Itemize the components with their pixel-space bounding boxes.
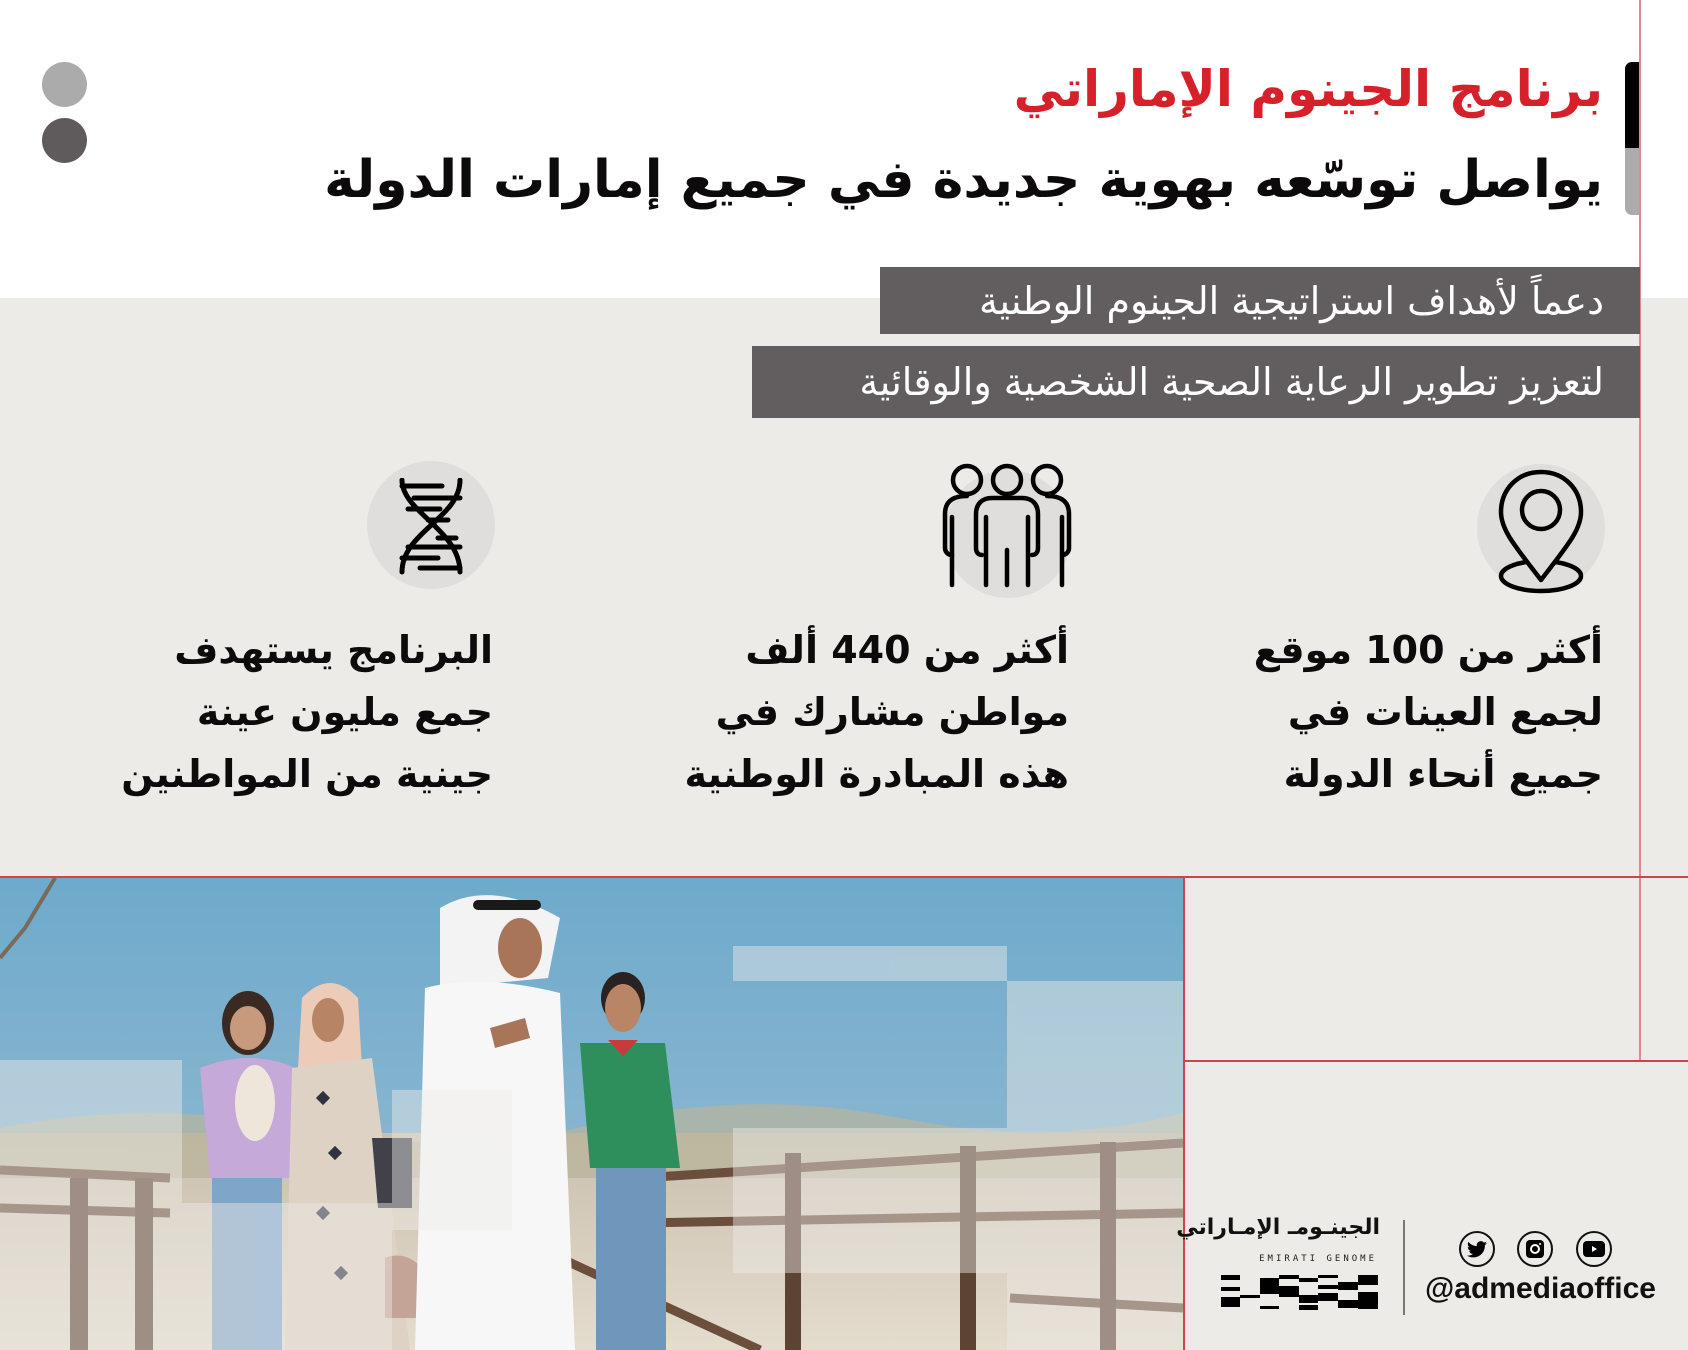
red-guide-line-top (0, 876, 1688, 878)
emirati-genome-logo-arabic: الجينـومـ الإمـاراتي (1176, 1215, 1380, 1240)
stat-participants-line1: أكثر من 440 ألف (745, 628, 1069, 672)
location-pin-icon (1493, 468, 1589, 596)
stat-sites-line1: أكثر من 100 موقع (1253, 628, 1603, 672)
stat-participants-line2: مواطن مشارك في (715, 690, 1069, 734)
accent-bar-gray (1625, 148, 1639, 215)
stat-participants (684, 619, 1069, 805)
page-subtitle: يواصل توسّعه بهوية جديدة في جميع إمارات الدولة (324, 150, 1603, 210)
red-guide-line-vertical (1639, 0, 1641, 1062)
decorative-dot-light (42, 62, 87, 107)
stat-sites (1254, 619, 1603, 805)
stat-target-line3: جينية من المواطنين (121, 752, 493, 796)
accent-bar-black (1625, 62, 1639, 149)
dna-icon (398, 478, 468, 576)
instagram-link[interactable] (1517, 1231, 1553, 1267)
twitter-link[interactable] (1459, 1231, 1495, 1267)
twitter-icon (1467, 1241, 1487, 1258)
family-photo (0, 878, 1185, 1350)
stat-sites-line3: جميع أنحاء الدولة (1283, 752, 1603, 796)
youtube-icon (1583, 1241, 1605, 1257)
page-title: برنامج الجينوم الإماراتي (1013, 60, 1603, 118)
footer-divider (1403, 1220, 1405, 1315)
social-handle[interactable]: @admediaoffice (1425, 1272, 1656, 1305)
tag-healthcare (752, 346, 1640, 418)
youtube-link[interactable] (1576, 1231, 1612, 1267)
emirati-genome-logo-english: EMIRATI GENOME (1259, 1254, 1377, 1264)
red-guide-line-bottom (1183, 1060, 1688, 1062)
people-group-icon (940, 462, 1074, 588)
stat-target-line1: البرنامج يستهدف (174, 628, 493, 672)
tag-healthcare-text: لتعزيز تطوير الرعاية الصحية الشخصية والوقائية (859, 360, 1604, 404)
stat-participants-line3: هذه المبادرة الوطنية (684, 752, 1069, 796)
stat-sites-line2: لجمع العينات في (1287, 690, 1603, 734)
instagram-icon (1526, 1240, 1544, 1258)
emirati-genome-barcode-logo (1221, 1275, 1378, 1312)
tag-strategy-text: دعماً لأهداف استراتيجية الجينوم الوطنية (979, 278, 1604, 323)
photo-illustration (0, 878, 1183, 1350)
stat-target (121, 619, 493, 805)
tag-strategy (880, 267, 1640, 334)
stat-target-line2: جمع مليون عينة (196, 690, 493, 734)
decorative-dot-dark (42, 118, 87, 163)
